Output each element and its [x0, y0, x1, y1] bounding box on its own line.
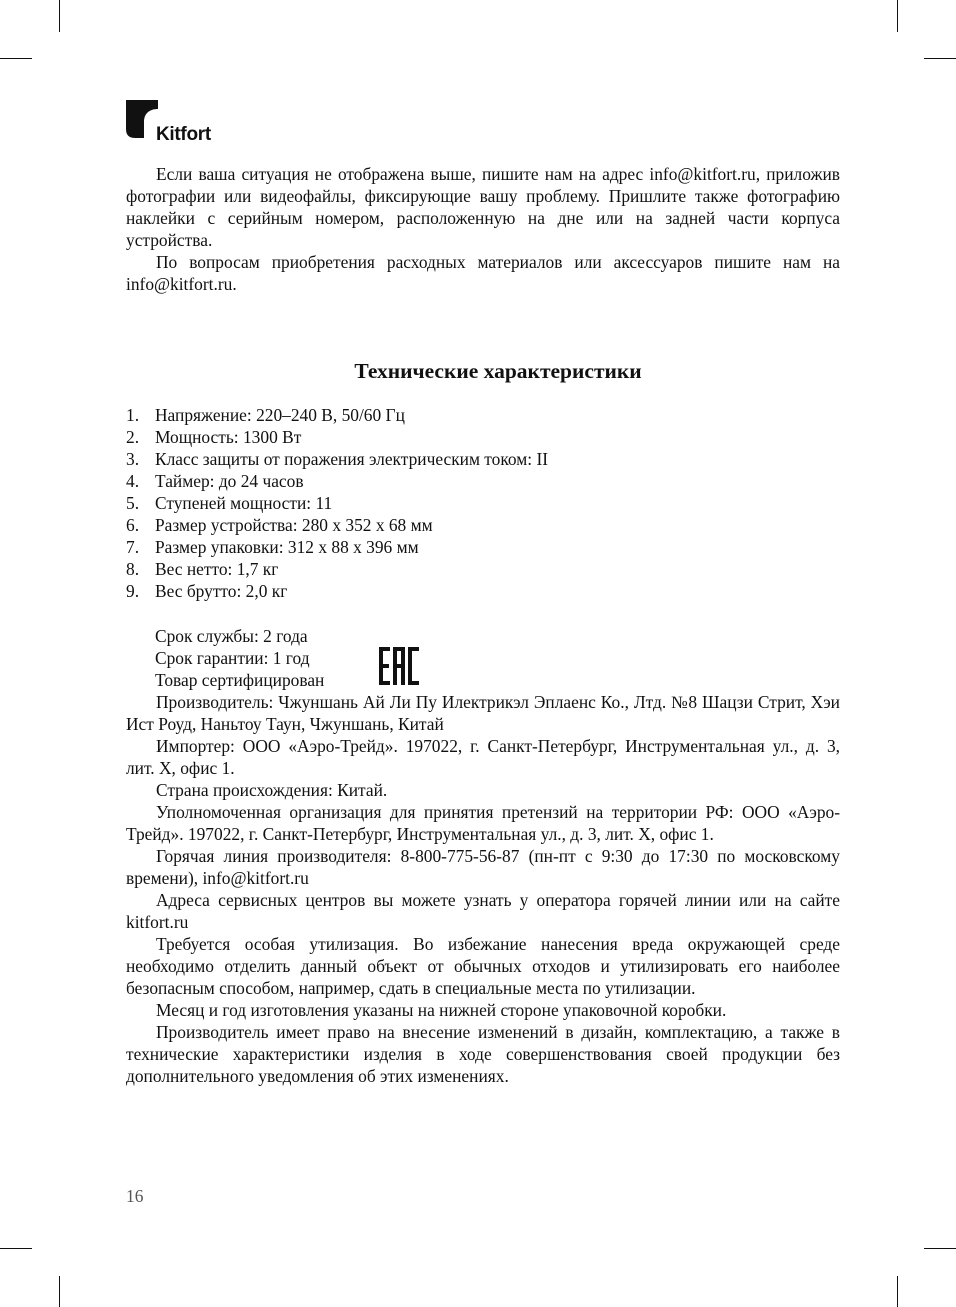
service-info — [155, 625, 324, 691]
crop-mark — [0, 1248, 32, 1249]
intro-paragraph: По вопросам приобретения расходных материалов или аксессуаров пишите нам на info@kitfort.ru. — [126, 252, 840, 294]
claims-paragraph: Уполномоченная организация для принятия претензий на территории РФ: ООО «Аэро-Трейд». 197022, г. Санкт-Петербург, Инструментальная ул., д. 3, лит. Х, офис 1. — [126, 802, 840, 844]
list-item: 5. Ступеней мощности: 11 — [126, 493, 333, 513]
importer-paragraph: Импортер: ООО «Аэро-Трейд». 197022, г. Санкт-Петербург, Инструментальная ул., д. 3, лит. Х, офис 1. — [126, 736, 840, 778]
list-item: 2. Мощность: 1300 Вт — [126, 427, 302, 447]
manufacture-date-paragraph: Месяц и год изготовления указаны на нижней стороне упаковочной коробки. — [156, 1000, 727, 1020]
list-item: 8. Вес нетто: 1,7 кг — [126, 559, 279, 579]
page-number: 16 — [126, 1186, 144, 1206]
list-item: 4. Таймер: до 24 часов — [126, 471, 304, 491]
service-life: Срок службы: 2 года — [155, 626, 308, 646]
list-item: 9. Вес брутто: 2,0 кг — [126, 581, 288, 601]
changes-paragraph: Производитель имеет право на внесение изменений в дизайн, комплектацию, а также в технические характеристики изделия в ходе совершенствования своей продукции без дополнительного уведомления об этих изменениях. — [126, 1022, 840, 1086]
crop-mark — [59, 0, 60, 32]
list-item: 6. Размер устройства: 280 х 352 х 68 мм — [126, 515, 433, 535]
crop-mark — [59, 1276, 60, 1307]
origin-paragraph: Страна происхождения: Китай. — [156, 780, 388, 800]
crop-mark — [897, 1276, 898, 1307]
list-item: 1. Напряжение: 220–240 В, 50/60 Гц — [126, 405, 405, 425]
manufacturer-paragraph: Производитель: Чжуншань Ай Ли Пу Илектрикэл Эплаенс Ко., Лтд. №8 Шацзи Стрит, Хэи Ист Роуд, Наньтоу Таун, Чжуншань, Китай — [126, 692, 840, 734]
warranty-period: Срок гарантии: 1 год — [155, 648, 310, 668]
list-item: 7. Размер упаковки: 312 х 88 х 396 мм — [126, 537, 419, 557]
crop-mark — [0, 58, 32, 59]
intro-section — [126, 163, 840, 295]
list-item: 3. Класс защиты от поражения электрическим током: II — [126, 449, 549, 469]
eac-mark-icon — [378, 646, 420, 686]
disposal-paragraph: Требуется особая утилизация. Во избежание нанесения вреда окружающей среде необходимо отделить данный объект от обычных отходов и утилизировать его наиболее безопасным способом, например, сдать в специальные места по утилизации. — [126, 934, 840, 998]
specs-list — [126, 404, 840, 602]
intro-paragraph: Если ваша ситуация не отображена выше, пишите нам на адрес info@kitfort.ru, приложив фотографии или видеофайлы, фиксирующие вашу проблему. Пришлите также фотографию наклейки с серийным номером, расположенную на дне или на задней части корпуса устройства. — [126, 164, 840, 250]
legal-section — [126, 691, 840, 1087]
certified-note: Товар сертифицирован — [155, 670, 325, 690]
service-centers-paragraph: Адреса сервисных центров вы можете узнать у оператора горячей линии или на сайте kitfort.ru — [126, 890, 840, 932]
brand-name: Kitfort — [156, 124, 211, 145]
specs-title: Технические характеристики — [354, 359, 642, 383]
crop-mark — [897, 0, 898, 32]
crop-mark — [924, 1248, 956, 1249]
hotline-paragraph: Горячая линия производителя: 8-800-775-56-87 (пн-пт с 9:30 до 17:30 по московскому времени), info@kitfort.ru — [126, 846, 840, 888]
crop-mark — [924, 58, 956, 59]
